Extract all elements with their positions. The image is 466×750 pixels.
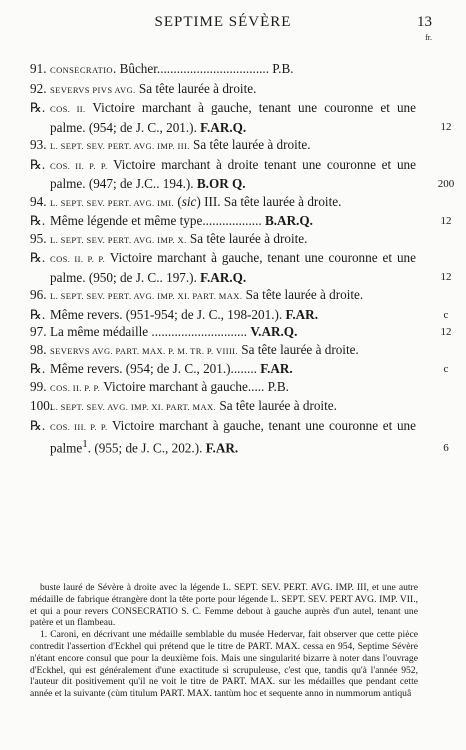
catalogue-entries: [30, 60, 455, 457]
entry-text: COS. III. P. P. Victoire marchant à gauche, tenant une couronne et une palme$^1$. (955; de J. C., 202.). F.AR.: [50, 417, 416, 456]
entry-number: 96.: [30, 287, 47, 302]
catalogue-entry: [30, 323, 452, 341]
catalogue-entry: [30, 60, 418, 80]
entry-number: 100.: [30, 398, 54, 413]
page-suffix: fr.: [425, 33, 432, 42]
entry-value: 12: [440, 326, 452, 338]
catalogue-entry: [30, 417, 449, 457]
entry-value: c: [443, 308, 449, 321]
entry-number: 99.: [30, 378, 47, 394]
catalogue-entry: [30, 156, 455, 193]
catalogue-entry: [30, 193, 418, 213]
catalogue-entry: [30, 99, 452, 136]
entry-number: ℞.: [30, 361, 46, 376]
catalogue-entry: [30, 230, 418, 250]
entry-number: ℞.: [30, 417, 46, 433]
entry-text: L. SEPT. SEV. PERT. AVG. IMP. III. Sa tête laurée à droite.: [50, 137, 311, 152]
catalogue-entry: [30, 360, 449, 378]
entry-text: COS. II. P. P. Victoire marchant à gauche..... P.B.: [50, 378, 289, 394]
entry-number: 91.: [30, 61, 47, 76]
entry-number: ℞.: [30, 156, 46, 172]
entry-number: 94.: [30, 193, 47, 209]
entry-number: ℞.: [30, 100, 46, 115]
entry-text: Même revers. (951-954; de J. C., 198-201.). F.AR.: [50, 306, 318, 322]
entry-number: 97.: [30, 324, 47, 339]
entry-value: 12: [440, 271, 452, 283]
footnote-paragraph: 1. Caroni, en décrivant une médaille semblable du musée Hedervar, fait observer que cette pièce contredit l'assertion d'Eckhel qui prétend que le titre de PART. MAX. cessa en 954, Septime Sévère n'étant encore consul que pour la deuxième fois. Mais une singularité bizarre à noter dans l'ouvrage d'Eckhel, qui est généralement d'une exactitude si scrupuleuse, c'est que, tandis qu'à l'année 952, l'auteur dit positivement qu'il ne voit le titre de PART. MAX. sur les médailles que pendant cette année et la suivante (cùm titulum PART. MAX. tantùm hoc et sequente anno in nummorum antiquâ: [30, 629, 418, 700]
entry-number: ℞.: [30, 306, 46, 322]
entry-value: 12: [440, 215, 452, 227]
entry-value: 12: [440, 121, 452, 133]
entry-number: 95.: [30, 230, 47, 246]
footnotes: [30, 582, 418, 700]
entry-text: Même légende et même type.................. B.AR.Q.: [50, 213, 313, 228]
entry-value: 200: [437, 177, 455, 190]
catalogue-entry: [30, 397, 418, 417]
entry-number: ℞.: [30, 213, 46, 228]
catalogue-entry: [30, 306, 449, 324]
entry-text: COS. II. P. P. Victoire marchant à gauche, tenant une couronne et une palme. (950; de J. C.. 197.). F.AR.Q.: [50, 250, 416, 285]
catalogue-entry: [30, 341, 418, 361]
entry-number: ℞.: [30, 250, 46, 265]
page-title: SEPTIME SÉVÈRE: [154, 14, 292, 30]
entry-number: 98.: [30, 341, 47, 357]
entry-text: L. SEPT. SEV. PERT. AVG. IMP. XI. PART. MAX. Sa tête laurée à droite.: [50, 287, 364, 302]
catalogue-entry: [30, 286, 418, 306]
entry-number: 92.: [30, 80, 47, 96]
catalogue-entry: [30, 80, 418, 100]
entry-text: L. SEPT. SEV. PERT. AVG. IMI. (sic) III. Sa tête laurée à droite.: [50, 193, 342, 209]
catalogue-entry: [30, 249, 452, 286]
catalogue-entry: [30, 378, 418, 398]
catalogue-entry: [30, 136, 418, 156]
entry-text: COS. II. Victoire marchant à gauche, tenant une couronne et une palme. (954; de J. C., 201.). F.AR.Q.: [50, 100, 416, 135]
footnote-paragraph: buste lauré de Sévère à droite avec la légende L. SEPT. SEV. PERT. AVG. IMP. III, et une autre médaille de fabrique étrangère dont la tête porte pour légende L. SEPT. SEV. PERT AVG. IMP. VII., et qui a pour revers CONSECRATIO S. C. Femme debout à gauche auprès d'un autel, tenant une patère et un flambeau.: [30, 582, 418, 629]
entry-text: L. SEPT. SEV. AVG. IMP. XI. PART. MAX. Sa tête laurée à droite.: [50, 398, 337, 413]
entry-value: c: [443, 363, 449, 375]
entry-number: 93.: [30, 137, 47, 152]
entry-text: Même revers. (954; de J. C., 201.)........ F.AR.: [50, 361, 293, 376]
entry-text: SEVERVS AVG. PART. MAX. P. M. TR. P. VIIII. Sa tête laurée à droite.: [50, 341, 359, 357]
entry-text: SEVERVS PIVS AVG. Sa tête laurée à droite.: [50, 80, 257, 96]
page-number: 13: [417, 14, 432, 30]
entry-text: La même médaille ............................. V.AR.Q.: [50, 324, 298, 339]
entry-text: CONSECRATIO. Bûcher.................................. P.B.: [50, 61, 294, 76]
entry-text: COS. II. P. P. Victoire marchant à droite tenant une couronne et une palme. (947; de J.C.. 194.). B.OR Q.: [50, 156, 416, 191]
entry-value: 6: [443, 441, 449, 454]
catalogue-entry: [30, 212, 452, 230]
entry-text: L. SEPT. SEV. PERT. AVG. IMP. X. Sa tête laurée à droite.: [50, 230, 308, 246]
